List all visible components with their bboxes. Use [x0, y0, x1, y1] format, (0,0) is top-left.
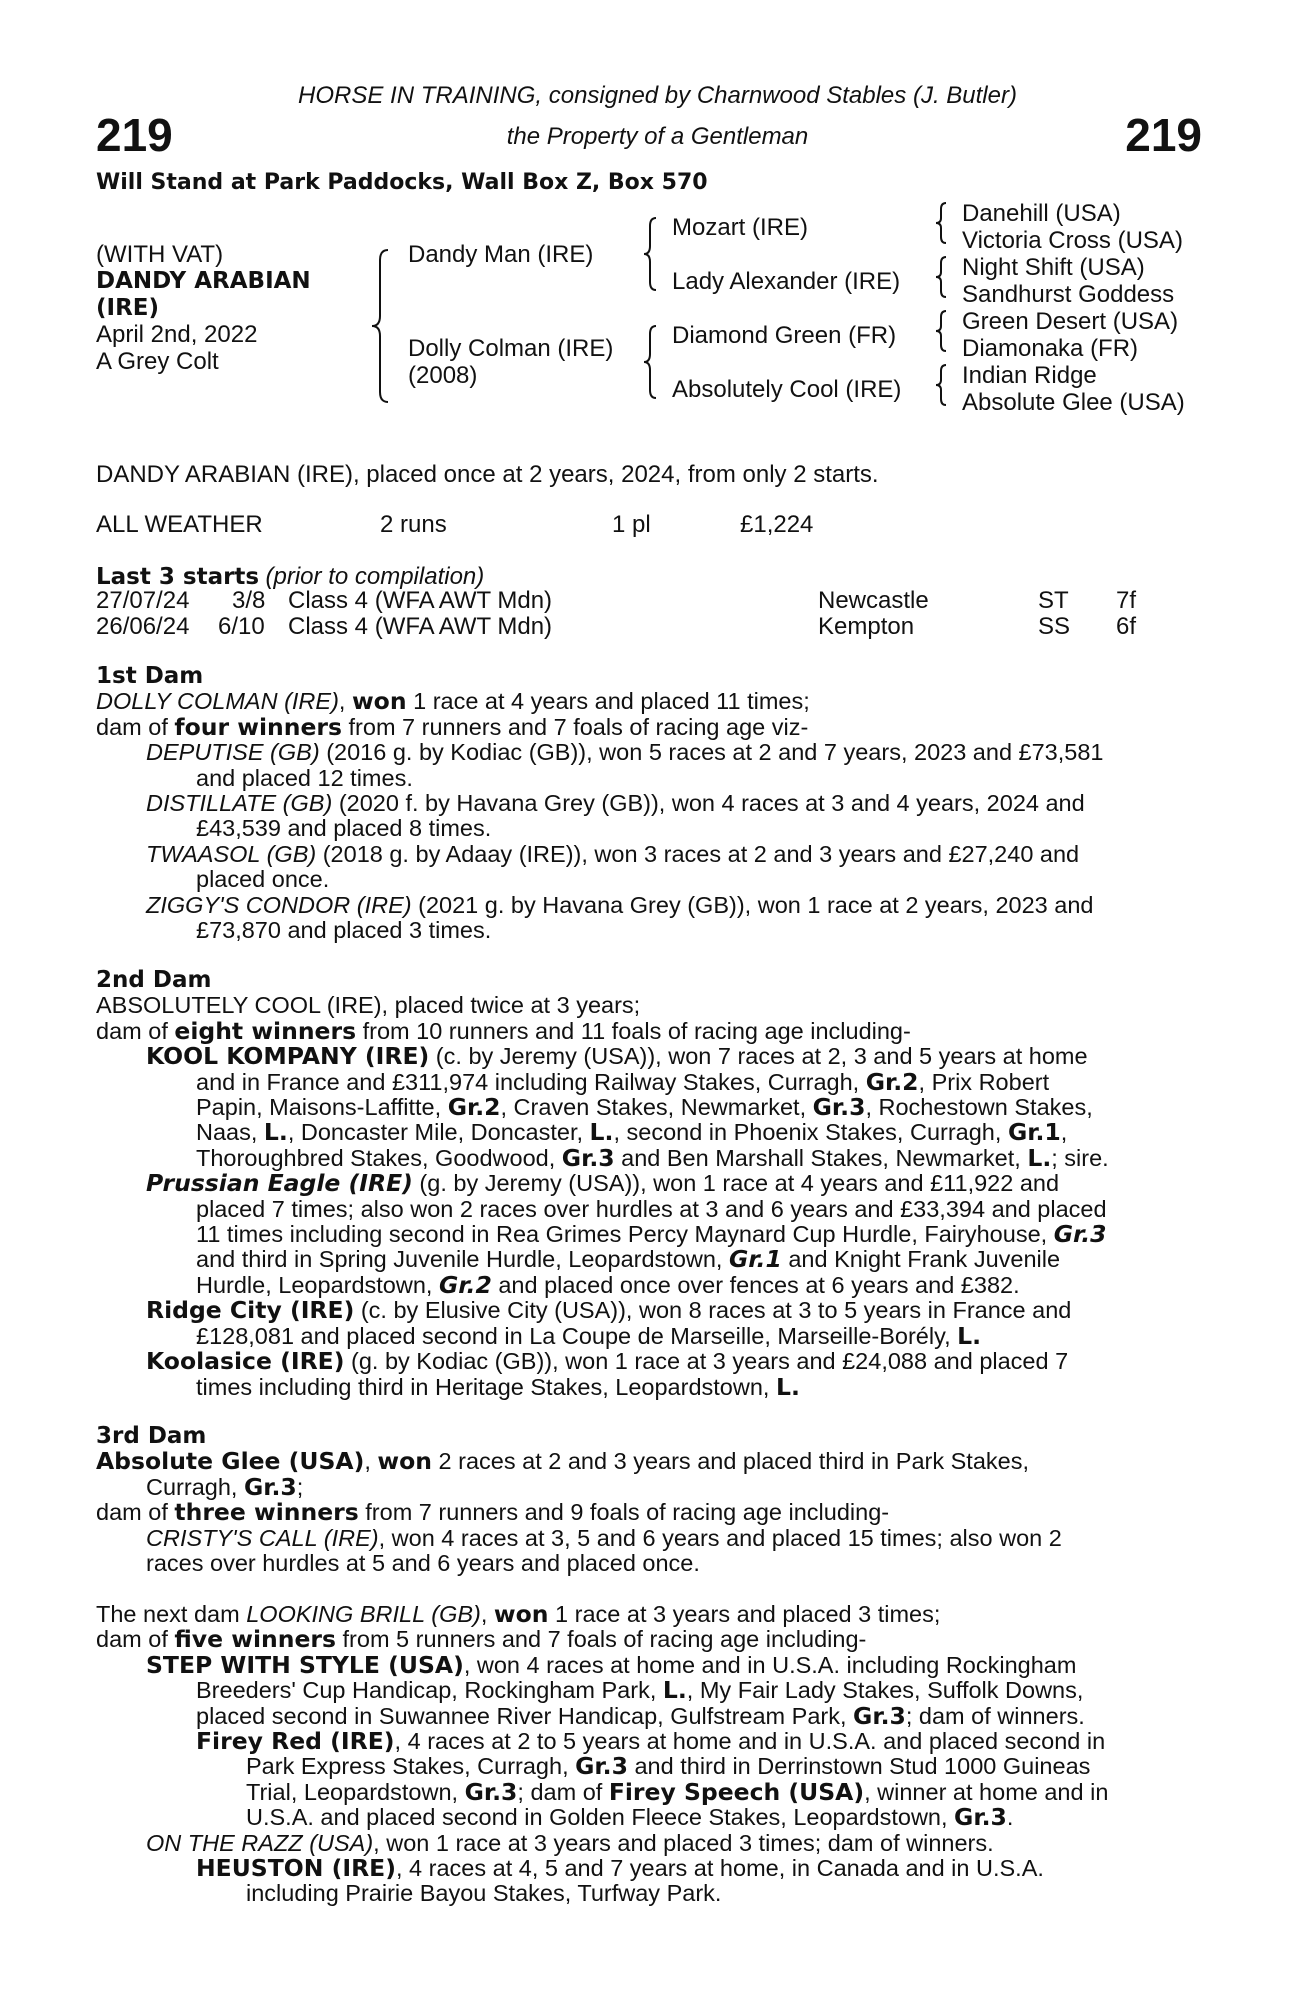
pedigree-brace-4	[932, 200, 950, 246]
text: Curragh,	[146, 1473, 244, 1500]
progeny-continuation	[96, 1143, 1201, 1172]
text: , Doncaster Mile, Doncaster,	[287, 1119, 590, 1146]
winners-count: three winners	[174, 1498, 359, 1527]
text: ; dam of	[517, 1778, 609, 1805]
next-dam-section	[96, 1602, 1201, 1907]
winners-count: four winners	[174, 712, 342, 741]
text: (c. by Elusive City (USA)), won 8 races at 3 to 5 years in France and	[354, 1297, 1072, 1324]
pedigree-ggd-3: Diamonaka (FR)	[962, 335, 1139, 362]
next-dam-produce-line	[96, 1627, 1201, 1652]
grade: Gr.3	[575, 1752, 628, 1781]
grade: Gr.3	[954, 1803, 1007, 1832]
progeny-name: Prussian Eagle (IRE)	[146, 1169, 413, 1198]
progeny-entry	[96, 1349, 1201, 1374]
text: (2018 g. by Adaay (IRE)), won 3 races at 2 and 3 years and £27,240 and	[316, 840, 1080, 867]
consignor-line: HORSE IN TRAINING, consigned by Charnwood Stables (J. Butler)	[298, 82, 1017, 109]
pedigree-brace-2	[640, 214, 660, 294]
start-date: 26/06/24	[96, 613, 190, 640]
progeny-continuation: £43,539 and placed 8 times.	[196, 815, 492, 842]
text: The next dam	[96, 1601, 247, 1627]
progeny-name: HEUSTON (IRE)	[196, 1854, 396, 1883]
grade: L.	[662, 1676, 687, 1705]
grade: Gr.3	[853, 1701, 906, 1730]
text: and third in Spring Juvenile Hurdle, Leopardstown,	[196, 1246, 729, 1273]
text: ;	[296, 1473, 304, 1500]
progeny-entry	[96, 791, 1201, 816]
second-dam-heading: 2nd Dam	[96, 967, 212, 993]
start-race: Class 4 (WFA AWT Mdn)	[288, 613, 553, 640]
text: , winner at home and in	[864, 1778, 1109, 1805]
text: and third in Derrinstown Stud 1000 Guineas	[627, 1753, 1091, 1780]
progeny-entry	[96, 1044, 1201, 1069]
text: (g. by Kodiac (GB)), won 1 race at 3 years and £24,088 and placed 7	[344, 1348, 1069, 1375]
record-placed: 1 pl	[612, 511, 651, 538]
progeny-name: STEP WITH STYLE (USA)	[146, 1650, 464, 1679]
grade: L.	[957, 1321, 982, 1350]
text: placed second in Suwannee River Handicap, Gulfstream Park,	[196, 1702, 854, 1729]
last-starts-note: (prior to compilation)	[265, 563, 485, 590]
pedigree-ggs-4: Indian Ridge	[962, 362, 1097, 389]
progeny-continuation	[96, 1270, 1201, 1299]
start-course: Kempton	[818, 613, 915, 640]
text: Breeders' Cup Handicap, Rockingham Park,	[196, 1677, 663, 1704]
progeny-continuation	[96, 1321, 1201, 1350]
text: , 4 races at 2 to 5 years at home and in U.S.A. and placed second in	[394, 1728, 1106, 1755]
text: (g. by Jeremy (USA)), won 1 race at 4 years and £11,922 and	[412, 1170, 1060, 1197]
progeny-continuation	[96, 1701, 1201, 1730]
grandprogeny-continuation	[96, 1754, 1201, 1779]
grade: Gr.1	[728, 1245, 782, 1274]
grade: Gr.2	[438, 1270, 492, 1299]
third-dam-continuation	[96, 1472, 1201, 1501]
text: from 10 runners and 11 foals of racing age including-	[356, 1017, 911, 1044]
text: 11 times including second in Rea Grimes Percy Maynard Cup Hurdle, Fairyhouse,	[196, 1221, 1054, 1248]
start-distance: 7f	[1116, 587, 1137, 614]
third-dam-line	[96, 1449, 1201, 1474]
next-dam-line	[96, 1602, 1201, 1627]
start-race: Class 4 (WFA AWT Mdn)	[288, 587, 553, 614]
pedigree-brace-1	[368, 246, 392, 406]
progeny-entry	[96, 1171, 1201, 1196]
won-label: won	[351, 687, 407, 716]
text: (c. by Jeremy (USA)), won 7 races at 2, 3 and 5 years at home	[429, 1043, 1088, 1070]
text: and Knight Frank Juvenile	[781, 1246, 1061, 1273]
text: and in France and £311,974 including Railway Stakes, Curragh,	[196, 1068, 866, 1095]
progeny-entry	[96, 1526, 1201, 1551]
progeny-continuation	[96, 1222, 1201, 1247]
pedigree-sire: Dandy Man (IRE)	[408, 241, 594, 268]
start-course: Newcastle	[818, 587, 929, 614]
grade: Gr.1	[1007, 1118, 1061, 1147]
text: Naas,	[196, 1119, 264, 1146]
text: .	[1006, 1804, 1014, 1831]
progeny-name: ON THE RAZZ (USA)	[146, 1829, 374, 1856]
text: 1 race at 4 years and placed 11 times;	[406, 688, 810, 715]
text: and Ben Marshall Stakes, Newmarket,	[614, 1144, 1028, 1171]
text: Papin, Maisons-Laffitte,	[196, 1094, 448, 1121]
grade: Gr.2	[865, 1067, 919, 1096]
text: ,	[480, 1601, 494, 1627]
progeny-continuation: and placed 12 times.	[196, 764, 413, 791]
text: , Craven Stakes, Newmarket,	[500, 1094, 813, 1121]
progeny-continuation: races over hurdles at 5 and 6 years and placed once.	[146, 1550, 700, 1577]
grade: L.	[1027, 1143, 1052, 1172]
progeny-name: ZIGGY'S CONDOR (IRE)	[146, 891, 412, 918]
third-dam-heading: 3rd Dam	[96, 1423, 207, 1449]
grade: Gr.3	[812, 1093, 866, 1122]
pedigree-ggd-4: Absolute Glee (USA)	[962, 389, 1185, 416]
text: £128,081 and placed second in La Coupe de Marseille, Marseille-Borély,	[196, 1322, 958, 1349]
pedigree-brace-5	[932, 254, 950, 300]
start-surface: SS	[1038, 613, 1071, 640]
record-earnings: £1,224	[740, 511, 814, 538]
grade: L.	[775, 1372, 800, 1401]
text: , Prix Robert	[918, 1068, 1050, 1095]
winners-count: five winners	[174, 1625, 336, 1654]
grade: Gr.3	[1053, 1220, 1107, 1249]
grade: Gr.2	[447, 1093, 501, 1122]
text: times including third in Heritage Stakes, Leopardstown,	[196, 1373, 776, 1400]
pedigree-dam-sire: Diamond Green (FR)	[672, 322, 897, 349]
won-label: won	[493, 1600, 549, 1628]
text: (2020 f. by Havana Grey (GB)), won 4 races at 3 and 4 years, 2024 and	[332, 790, 1085, 817]
pedigree-brace-3	[640, 322, 660, 402]
text: Trial, Leopardstown,	[246, 1778, 465, 1805]
text: from 5 runners and 7 foals of racing age including-	[335, 1626, 867, 1653]
start-date: 27/07/24	[96, 587, 190, 614]
racing-summary: DANDY ARABIAN (IRE), placed once at 2 years, 2024, from only 2 starts.	[96, 461, 879, 488]
grade: Gr.3	[243, 1472, 297, 1501]
text: (2016 g. by Kodiac (GB)), won 5 races at 2 and 7 years, 2023 and £73,581	[319, 739, 1104, 766]
record-surface: ALL WEATHER	[96, 511, 263, 538]
grandprogeny-continuation	[96, 1777, 1201, 1806]
text: Hurdle, Leopardstown,	[196, 1271, 439, 1298]
text: U.S.A. and placed second in Golden Fleece Stakes, Leopardstown,	[246, 1804, 955, 1831]
progeny-entry	[96, 740, 1201, 765]
winners-count: eight winners	[174, 1016, 357, 1045]
progeny-continuation: placed once.	[196, 866, 330, 893]
pedigree-ggd-1: Victoria Cross (USA)	[962, 227, 1183, 254]
horse-suffix: (IRE)	[96, 295, 160, 321]
stand-location: Will Stand at Park Paddocks, Wall Box Z, Box 570	[96, 170, 708, 195]
text: 1 race at 3 years and placed 3 times;	[548, 1601, 941, 1627]
pedigree-ggs-3: Green Desert (USA)	[962, 308, 1179, 335]
pedigree-dam-dam: Absolutely Cool (IRE)	[672, 376, 902, 403]
progeny-name: Firey Speech (USA)	[608, 1777, 865, 1806]
text: , won 1 race at 3 years and placed 3 times; dam of winners.	[373, 1829, 994, 1856]
second-dam-line: ABSOLUTELY COOL (IRE), placed twice at 3 years;	[96, 992, 641, 1019]
record-runs: 2 runs	[380, 511, 447, 538]
grandprogeny-entry	[96, 1856, 1201, 1881]
start-position: 6/10	[218, 613, 265, 640]
text: dam of	[96, 1626, 175, 1653]
won-label: won	[377, 1447, 433, 1476]
text: , second in Phoenix Stakes, Curragh,	[613, 1119, 1008, 1146]
progeny-continuation	[96, 1067, 1201, 1096]
first-dam-line	[96, 689, 1201, 714]
grade: Gr.3	[464, 1777, 518, 1806]
progeny-continuation: £73,870 and placed 3 times.	[196, 917, 492, 944]
foaling-date: April 2nd, 2022	[96, 321, 258, 348]
pedigree-ggs-1: Danehill (USA)	[962, 200, 1121, 227]
property-line: the Property of a Gentleman	[506, 123, 809, 150]
pedigree-dam: Dolly Colman (IRE)	[408, 335, 614, 362]
dam-name: Absolute Glee (USA)	[96, 1447, 365, 1476]
progeny-name: DEPUTISE (GB)	[146, 739, 320, 766]
grade: L.	[589, 1118, 614, 1147]
text: from 7 runners and 7 foals of racing age viz-	[342, 713, 809, 740]
second-dam-section	[96, 968, 1201, 1400]
text: ,	[1060, 1119, 1068, 1146]
progeny-name: DISTILLATE (GB)	[146, 790, 333, 817]
pedigree-brace-7	[932, 362, 950, 408]
pedigree-dam-year: (2008)	[408, 362, 478, 389]
text: and placed once over fences at 6 years and £382.	[491, 1271, 1020, 1298]
dam-name: DOLLY COLMAN (IRE)	[96, 688, 339, 715]
lot-number-right: 219	[1125, 109, 1202, 161]
progeny-entry	[96, 1831, 1201, 1856]
vat-note: (WITH VAT)	[96, 241, 224, 268]
text: ; sire.	[1051, 1144, 1109, 1171]
text: , won 4 races at 3, 5 and 6 years and placed 15 times; also won 2	[378, 1524, 1062, 1551]
progeny-entry	[96, 1650, 1201, 1679]
start-surface: ST	[1038, 587, 1069, 614]
third-dam-produce-line	[96, 1500, 1201, 1525]
text: Park Express Stakes, Curragh,	[246, 1753, 576, 1780]
text: , Rochestown Stakes,	[865, 1094, 1093, 1121]
pedigree-ggs-2: Night Shift (USA)	[962, 254, 1145, 281]
grandprogeny-continuation: including Prairie Bayou Stakes, Turfway Park.	[246, 1880, 722, 1907]
progeny-continuation	[96, 1095, 1201, 1120]
text: ,	[364, 1448, 378, 1475]
progeny-name: Firey Red (IRE)	[196, 1727, 395, 1756]
last-starts-title: Last 3 starts	[96, 564, 260, 590]
progeny-name: KOOL KOMPANY (IRE)	[146, 1042, 430, 1071]
text: 2 races at 2 and 3 years and placed third in Park Stakes,	[432, 1448, 1029, 1475]
progeny-name: Ridge City (IRE)	[146, 1296, 355, 1325]
grade: L.	[263, 1118, 288, 1147]
progeny-name: TWAASOL (GB)	[146, 840, 317, 867]
start-position: 3/8	[232, 587, 266, 614]
text: from 7 runners and 9 foals of racing age including-	[358, 1499, 890, 1526]
text: ; dam of winners.	[905, 1702, 1085, 1729]
grandprogeny-continuation	[96, 1805, 1201, 1830]
text: Thoroughbred Stakes, Goodwood,	[196, 1144, 562, 1171]
grandprogeny-entry	[96, 1729, 1201, 1754]
text: dam of	[96, 1017, 175, 1044]
progeny-entry	[96, 842, 1201, 867]
text: , won 4 races at home and in U.S.A. including Rockingham	[463, 1651, 1077, 1678]
start-distance: 6f	[1116, 613, 1137, 640]
dam-name: LOOKING BRILL (GB)	[246, 1601, 481, 1627]
third-dam-section	[96, 1424, 1201, 1576]
horse-name: DANDY ARABIAN	[96, 268, 311, 294]
text: dam of	[96, 1499, 175, 1526]
lot-number-left: 219	[96, 109, 173, 161]
first-dam-produce-line	[96, 712, 1201, 741]
second-dam-produce-line	[96, 1016, 1201, 1045]
text: (2021 g. by Havana Grey (GB)), won 1 race at 2 years, 2023 and	[411, 891, 1094, 918]
horse-description: A Grey Colt	[96, 348, 219, 375]
progeny-continuation	[96, 1247, 1201, 1272]
first-dam-section	[96, 664, 1201, 943]
progeny-entry	[96, 893, 1201, 918]
pedigree-brace-6	[932, 308, 950, 354]
progeny-name: Koolasice (IRE)	[146, 1347, 345, 1376]
pedigree-sire-dam: Lady Alexander (IRE)	[672, 268, 901, 295]
progeny-continuation	[96, 1678, 1201, 1703]
text: , 4 races at 4, 5 and 7 years at home, in Canada and in U.S.A.	[395, 1855, 1044, 1882]
text: , My Fair Lady Stakes, Suffolk Downs,	[686, 1677, 1084, 1704]
grade: Gr.3	[561, 1143, 615, 1172]
progeny-continuation	[96, 1120, 1201, 1145]
pedigree-sire-sire: Mozart (IRE)	[672, 214, 809, 241]
progeny-entry	[96, 1298, 1201, 1323]
pedigree-ggd-2: Sandhurst Goddess	[962, 281, 1175, 308]
progeny-name: CRISTY'S CALL (IRE)	[146, 1524, 379, 1551]
progeny-continuation	[96, 1372, 1201, 1401]
text: ,	[338, 688, 352, 715]
first-dam-heading: 1st Dam	[96, 663, 204, 689]
text: dam of	[96, 713, 175, 740]
progeny-continuation: placed 7 times; also won 2 races over hurdles at 3 and 6 years and £33,394 and placed	[196, 1195, 1107, 1222]
